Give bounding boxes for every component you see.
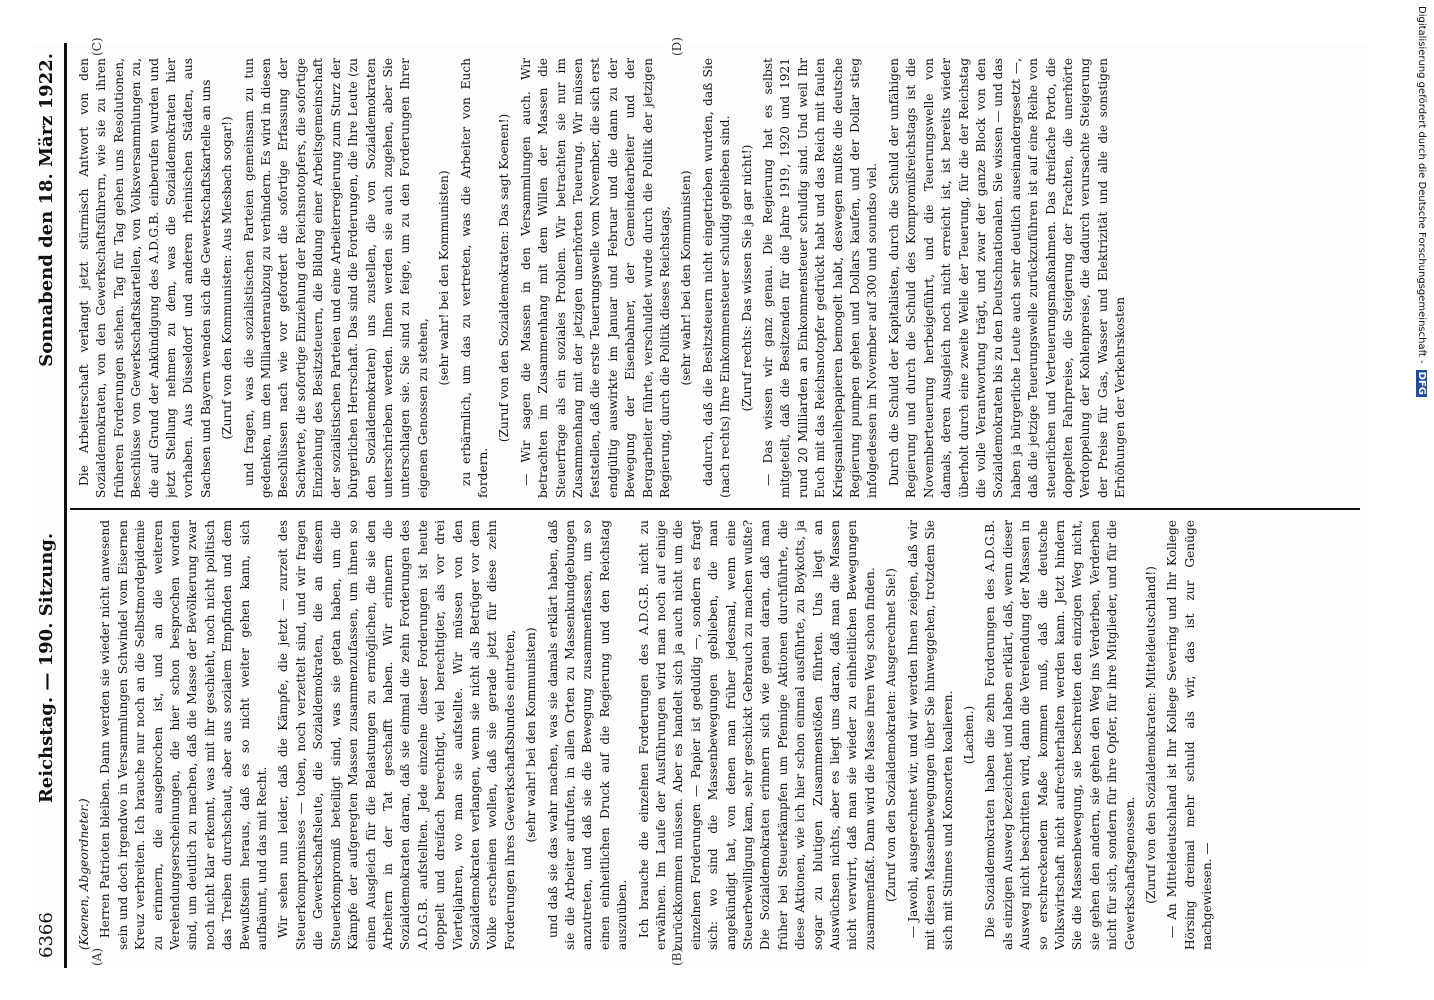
margin-marker-c: (C) [90, 37, 104, 56]
digitization-note [1407, 6, 1427, 993]
interjection: (Zuruf von den Kommunisten: Aus Miesbach sogar!) [220, 116, 235, 440]
session-title: Reichstag. — 190. Sitzung. [36, 532, 57, 804]
paragraph: — Jawohl, ausgerechnet wir, und wir werden Ihnen zeigen, daß wir mit diesen Massenbewegungen über Sie hinweggehen, trotzdem Sie sich mit Stinnes und Konsorten koalieren. [905, 520, 955, 950]
right-column [76, 58, 1356, 498]
paragraph: Die Arbeiterschaft verlangt jetzt stürmisch Antwort von den Sozialdemokraten, von den Gewerkschaftsführern, wie sie zu ihren früheren Forderungen stehen. Tag für Tag gehen uns Resolutionen, Beschlüsse von Gewerkschaftskartellen, von Volksversammlungen zu, die auf Grund der Ankündigung des A.D.G.B. einberufen wurden und jetzt Stellung nehmen zu dem, was die Sozialdemokraten hier vorhaben. Aus Düsseldorf und anderen rheinischen Städten, aus Sachsen und Bayern wenden sich die Gewerkschaftskartelle an uns [77, 58, 213, 498]
margin-marker-b: (B) [670, 947, 684, 966]
interjection: (sehr wahr! bei den Kommunisten) [437, 170, 452, 386]
digitization-text: Digitalisierung gefördert durch die Deutsche Forschungsgemeinschaft - [1416, 6, 1427, 364]
margin-marker-d: (D) [670, 37, 684, 56]
interjection: (sehr wahr! bei den Kommunisten) [679, 170, 694, 386]
margin-marker-a: (A) [90, 947, 104, 966]
interjection: (Zuruf von den Sozialdemokraten: Mitteldeutschland!) [1143, 566, 1158, 904]
paragraph: Wir sehen nun leider, daß die Kämpfe, die jetzt — zurzeit des Steuerkompromisses — toben, noch verzettelt sind, und wir fragen die Gewerkschaftsleute, die Sozialdemokraten, die an diesem Steuerkompromiß beteiligt sind, was sie getan haben, um die Kämpfe der aufgeregten Massen zusammenzufassen, um ihnen so einen Ausgleich für die Belastungen zu ermöglichen, die sie den Arbeitern in der Tat geschafft haben. Wir erinnern die Sozialdemokraten daran, daß sie einmal die zehn Forderungen des A.D.G.B. aufstellten. Jede einzelne dieser Forderungen ist heute doppelt und dreifach berechtigt, viel berechtigter, als vor drei Vierteljahren, wo man sie aufstellte. Wir müssen von den Sozialdemokraten verlangen, wenn sie nicht als Betrüger vor dem Volke erscheinen wollen, daß sie gerade jetzt für diese zehn Forderungen ihres Gewerkschaftsbundes eintreten, [276, 520, 517, 950]
paragraph: zu erbärmlich, um das zu vertreten, was die Arbeiter von Euch fordern. [458, 58, 490, 498]
paragraph: — Das wissen wir ganz genau. Die Regierung hat es selbst mitgeteilt, daß die Besitzenden für die Jahre 1919, 1920 und 1921 rund 20 Milliarden an Einkommensteuer schuldig sind. Und weil Ihr Euch mit das Reichsnotopfer gedrückt habt und das Reich mit faulen Kriegsanleihepapieren bemogelt habt, deswegen mußte die deutsche Regierung pumpen gehen und Dollars kaufen, und der Dollar stieg infolgedessen im November auf 300 und soundso viel. [761, 58, 880, 498]
column-divider [70, 508, 1360, 510]
left-column [76, 520, 1356, 950]
interjection: (Zuruf rechts: Das wissen Sie ja gar nicht!) [739, 144, 754, 412]
paragraph: und fragen, was die sozialistischen Parteien gemeinsam zu tun gedenken, um den Milliardenraubzug zu verhindern. Es wird in diesen Beschlüssen nach wie vor gefordert die sofortige Erfassung der Sachwerte, die sofortige Einziehung der Reichsnotopfers, die sofortige Einziehung des Besitzsteuern, die Bildung einer Arbeitsgemeinschaft der sozialistischen Parteien und eine Arbeiterregierung zum Sturz der bürgerlichen Herrschaft. Das sind die Forderungen, die Ihre Leute (zu den Sozialdemokraten) uns zustellen, die von Sozialdemokraten unterschrieben werden. Ihnen werden sie auch zugehen, aber Sie unterschlagen sie. Sie sind zu feige, um zu den Forderungen Ihrer eigenen Genossen zu stehen, [241, 58, 430, 498]
speaker-label: (Koenen, Abgeordneter.) [77, 798, 91, 950]
paragraph: Die Sozialdemokraten haben die zehn Forderungen des A.D.G.B. als einzigen Ausweg bezeichnet und haben erklärt, daß, wenn dieser Ausweg nicht beschritten wird, dann die Verelendung der Massen in so erschreckendem Maße kommen muß, daß die deutsche Volkswirtschaft nicht aufrechterhalten werden kann. Jetzt hindern Sie die Massenbewegung, sie beschreiten den einzigen Weg nicht, sie gehen den andern, sie gehen den Weg ins Verderben, Verderben nicht für sich, sondern für ihre Opfer, für ihre Mitglieder, und für die Gewerkschaftsgenossen. [983, 520, 1137, 950]
page-header [30, 43, 67, 968]
newspaper-page [30, 37, 1370, 968]
paragraph: Ich brauche die einzelnen Forderungen des A.D.G.B. nicht zu erwähnen. Im Laufe der Ausführungen wird man noch auf einige zurückkommen müssen. Aber es handelt sich ja auch nicht um die einzelnen Forderungen — Papier ist geduldig —, sondern es fragt sich: wo sind die Massenbewegungen geblieben, die man angekündigt hat, von denen man früher jedesmal, wenn eine Steuerbewilligung kam, sehr geschickt Gebrauch zu machen wußte? Die Sozialdemokraten erinnern sich wie genau daran, daß man früher bei Steuerkämpfen um Pfennige Aktionen durchführte, die diese Aktionen, wie ich hier schon einmal ausführte, zu Boykotts, ja sogar zu blutigen Zusammenstößen führten. Uns liegt an Auswüchsen nichts, aber es liegt uns daran, daß man die Massen nicht verwirrt, daß man sie wieder zu einheitlichen Bewegungen zusammenfaßt. Dann wird die Masse ihren Weg schon finden. [636, 520, 877, 950]
paragraph: — An Mitteldeutschland ist Ihr Kollege Severing und Ihr Kollege Hörsing dreimal mehr schuld als wir, das ist zur Genüge nachgewiesen. — [1165, 520, 1215, 950]
page-number: 6366 [36, 912, 57, 958]
paragraph: Herren Patrioten bleiben. Dann werden sie wieder nicht anwesend sein und doch irgendwo in Versammlungen Schwindel vom Eisernen Kreuz verbreiten. Ich brauche nur noch an die Selbstmordepidemie zu erinnern, die ausgebrochen ist, und an die weiteren Verelendungserscheinungen, die hier schon besprochen worden sind, um deutlich zu machen, daß die Masse der Bevölkerung zwar noch nicht klar erkennt, was mit ihr geschieht, noch nicht politisch das Treiben durchschaut, aber aus sozialem Empfinden und dem Bewußtsein heraus, daß es so nicht weiter gehen kann, sich aufbäumt, und das mit Recht. [98, 520, 270, 950]
interjection: (sehr wahr! bei den Kommunisten) [524, 627, 539, 843]
paragraph: Durch die Schuld der Kapitalisten, durch die Schuld der unfähigen Regierung und durch die Schuld des Kompromißreichstags ist die Novemberteuerung herbeigeführt, und die Teuerungswelle von damals, deren Ausgleich noch nicht erreicht ist, ist bereits wieder überholt durch eine zweite Welle der Teuerung, für die der Reichstag die volle Verantwortung trägt, und zwar der ganze Block von den Sozialdemokraten bis zu den Deutschnationalen. Sie wissen — und das haben ja bürgerliche Leute auch sehr deutlich auseinandergesetzt —, daß die jetzige Teuerungswelle zurückzuführen ist auf eine Reihe von steuerlichen und Verteuerungsmaßnahmen. Das dreifache Porto, die doppelten Fahrpreise, die Steigerung der Frachten, die unerhörte Verdoppelung der Kohlenpreise, die dadurch verursachte Steigerung der Preise für Gas, Wasser und Elektrizität und alle die sonstigen Erhöhungen der Verkehrskosten [886, 58, 1128, 498]
paragraph: und daß sie das wahr machen, was sie damals erklärt haben, daß sie die Arbeiter aufrufen, in allen Orten zu Massenkundgebungen anzutreten, und daß sie die Bewegung zusammenfassen, um so einen einheitlichen Druck auf die Regierung und den Reichstag auszuüben. [545, 520, 630, 950]
session-date: Sonnabend den 18. März 1922. [36, 53, 57, 367]
interjection: (Lachen.) [961, 705, 976, 765]
paragraph: — Wir sagen die Massen in den Versammlungen auch. Wir betrachten im Zusammenhang mit dem Willen der Massen die Steuerfrage als ein soziales Problem. Wir betrachten sie nur im Zusammenhang mit der jetzigen unerhörten Teuerung. Wir müssen feststellen, daß die erste Teuerungswelle vom November, die sich erst endgültig auswirkte im Januar und Februar und die dann zu der Bewegung der Eisenbahner, der Gemeindearbeiter und der Bergarbeiter führte, verschuldet wurde durch die Politik der jetzigen Regierung, durch die Politik dieses Reichstags, [518, 58, 672, 498]
dfg-logo: DFG [1416, 371, 1427, 395]
interjection: (Zuruf von den Sozialdemokraten: Das sagt Koenen!) [497, 113, 512, 443]
interjection: (Zuruf von den Sozialdemokraten: Ausgerechnet Sie!) [884, 568, 899, 902]
paragraph: dadurch, daß die Besitzsteuern nicht eingetrieben wurden, daß Sie (nach rechts) Ihre Einkommensteuer schuldig geblieben sind. [700, 58, 733, 498]
